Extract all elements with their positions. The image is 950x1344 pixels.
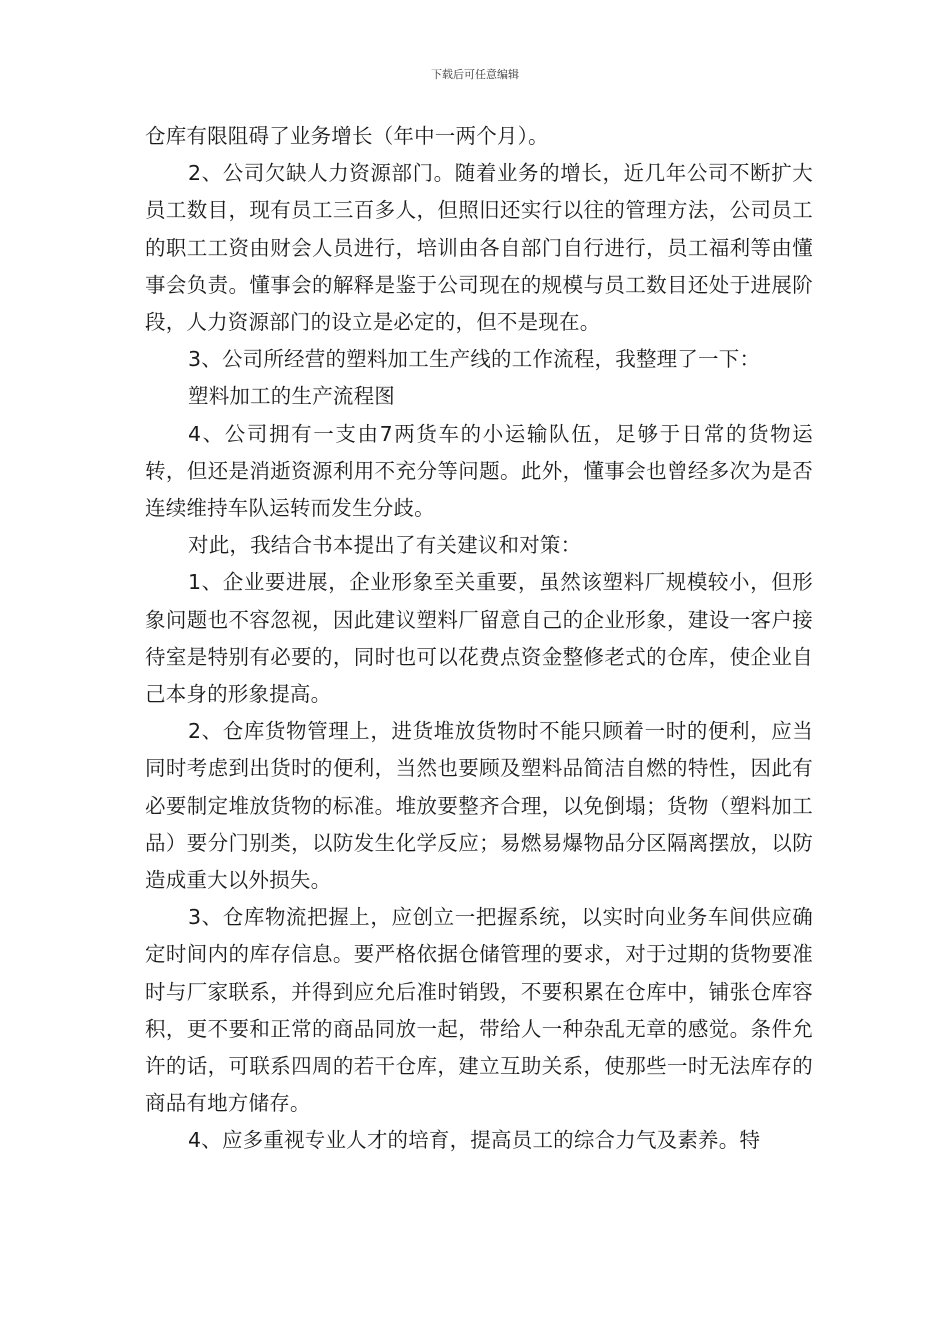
paragraph: 对此，我结合书本提出了有关建议和对策： [188,533,582,558]
paragraph: 2、公司欠缺人力资源部门。随着业务的增长，近几年公司不断扩大员工数目，现有员工三百多人，但照旧还实行以往的管理方法，公司员工的职工工资由财会人员进行，培训由各自部门自行进行，员工福利等由懂事会负责。懂事会的解释是鉴于公司现在的规模与员工数目还处于进展阶段，人力资源部门的设立是必定的，但不是现在。 [145,161,813,335]
paragraph: 仓库有限阻碍了业务增长（年中一两个月）。 [145,124,549,148]
paragraph: 3、公司所经营的塑料加工生产线的工作流程，我整理了一下： [188,347,761,372]
paragraph: 塑料加工的生产流程图 [188,384,395,409]
header-note: 下载后可任意编辑 [431,68,519,81]
paragraph: 4、应多重视专业人才的培育，提高员工的综合力气及素养。特 [188,1128,761,1153]
paragraph: 3、仓库物流把握上，应创立一把握系统，以实时向业务车间供应确定时间内的库存信息。要严格依据仓储管理的要求，对于过期的货物要准时与厂家联系，并得到应允后准时销毁，不要积累在仓库中，铺张仓库容积，更不要和正常的商品同放一起，带给人一种杂乱无章的感觉。条件允许的话，可联系四周的若干仓库，建立互助关系，使那些一时无法库存的商品有地方储存。 [145,905,813,1116]
paragraph: 1、企业要进展，企业形象至关重要，虽然该塑料厂规模较小，但形象问题也不容忽视，因此建议塑料厂留意自己的企业形象，建设一客户接待室是特别有必要的，同时也可以花费点资金整修老式的仓库，使企业自己本身的形象提高。 [145,570,813,707]
paragraph: 4、公司拥有一支由7两货车的小运输队伍，足够于日常的货物运转，但还是消逝资源利用不充分等问题。此外，懂事会也曾经多次为是否连续维持车队运转而发生分歧。 [145,421,813,521]
body-text [145,118,813,1160]
paragraph: 2、仓库货物管理上，进货堆放货物时不能只顾着一时的便利，应当同时考虑到出货时的便利，当然也要顾及塑料品简洁自燃的特性，因此有必要制定堆放货物的标准。堆放要整齐合理，以免倒塌；货物（塑料加工品）要分门别类，以防发生化学反应；易燃易爆物品分区隔离摆放，以防造成重大以外损失。 [145,719,813,893]
